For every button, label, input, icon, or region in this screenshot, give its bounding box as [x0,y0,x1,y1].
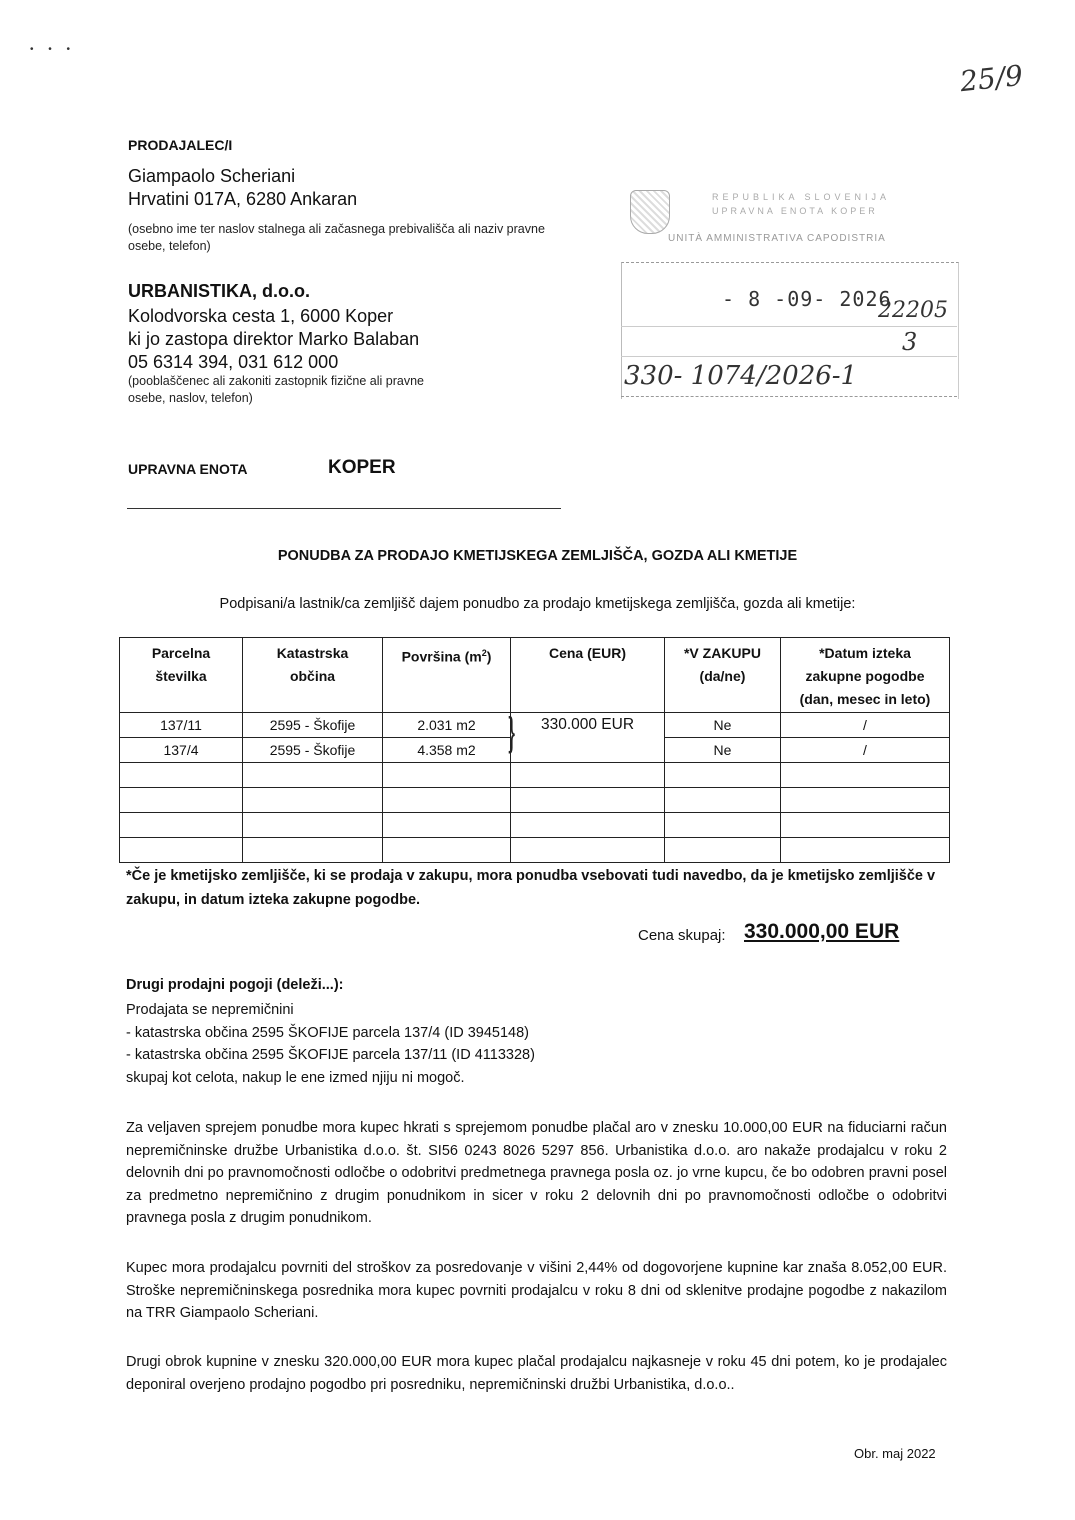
cell-cadastral: 2595 - Škofije [243,738,383,763]
cell-lease: Ne [665,713,781,738]
stamp-header-unit: UPRAVNA ENOTA KOPER [712,206,878,216]
deposit-paragraph: Za veljaven sprejem ponudbe mora kupec hkrati s sprejemom ponudbe plačal aro v znesku 10.000,00 EUR na fiduciarni račun nepremičninske družbe Urbanistika d.o.o. št. SI56 0243 8026 5297 856. Urbanistika d.o.o. aro nakaže prodajalcu v roku 2 delovnih dni po pravnomočnosti odločbe o odobritvi predmetnega pravnega posla oz. jo vrne kupcu, če bo odobren pravni posel za predmetno nepremičnino z drugim ponudnikom in sicer v roku 2 delovnih dni po pravnomočnosti odločbe o odobritvi pravnega posla z drugim ponudnikom. [126,1120,947,1226]
brokerage-cost-paragraph: Kupec mora prodajalcu povrniti del stroškov za posredovanje v višini 2,44% od dogovorjene kupnine kar znaša 8.052,00 EUR. Stroške nepremičninskega posrednika mora kupec povrniti prodajalcu v roku 8 dni od sklenitve prodajne pogodbe z nakazilom na TRR Giampaolo Scheriani. [126,1260,947,1321]
scan-marks: • • • [30,44,77,55]
cell-parcel: 137/11 [120,713,243,738]
stamp-divider [621,396,957,397]
table-row [120,738,950,763]
conditions-heading: Drugi prodajni pogoji (deleži...): [126,977,344,993]
column-header-parcel: Parcelna številka [120,638,243,713]
agent-name: URBANISTIKA, d.o.o. [128,281,310,301]
table-row [120,713,950,738]
agent-note: (pooblaščenec ali zakoniti zastopnik fizične ali pravne osebe, naslov, telefon) [128,374,424,405]
cell-lease: Ne [665,738,781,763]
cell-area: 4.358 m2 [383,738,511,763]
seller-name: Giampaolo Scheriani [128,166,296,186]
lease-footnote: *Če je kmetijsko zemljišče, ki se prodaja v zakupu, mora ponudba vsebovati tudi navedbo, da je kmetijsko zemljišče v zakupu, in datum izteka zakupne pogodbe. [126,868,936,908]
column-header-price: Cena (EUR) [511,638,665,713]
cell-area: 2.031 m2 [383,713,511,738]
handwritten-page-number: 25/9 [958,58,1025,99]
seller-note: (osebno ime ter naslov stalnega ali začasnega prebivališča ali naziv pravne osebe, telefon) [128,222,545,253]
table-row-empty [120,838,950,863]
conditions-line: - katastrska občina 2595 ŠKOFIJE parcela 137/11 (ID 4113328) [126,1047,535,1063]
signature-line [127,508,561,509]
table-row-empty [120,788,950,813]
total-price-label: Cena skupaj: [638,927,726,944]
column-header-lease-expiry: *Datum izteka zakupne pogodbe (dan, mesec in leto) [781,638,950,713]
stamp-attachments: 3 [902,328,918,356]
column-header-area: Površina $(m^2)$ [383,638,511,713]
stamp-header-country: REPUBLIKA SLOVENIJA [712,192,891,202]
cell-price: 330.000 EUR [511,713,665,738]
seller-address: Hrvatini 017A, 6280 Ankaran [128,189,358,209]
stamp-registration-number: 330- 1074/2026-1 [624,361,858,391]
cell-cadastral: 2595 - Škofije [243,713,383,738]
table-row-empty [120,813,950,838]
stamp-divider [621,356,957,357]
stamp-code: 22205 [878,298,948,323]
intro-text: Podpisani/a lastnik/ca zemljišč dajem ponudbo za prodajo kmetijskega zemljišča, gozda ali kmetije: [219,596,856,612]
cell-price [511,738,665,763]
conditions-line: skupaj kot celota, nakup le ene izmed njiju ni mogoč. [126,1069,465,1086]
table-header-row [120,638,950,713]
form-version: Obr. maj 2022 [854,1446,936,1461]
offer-table [119,637,950,863]
administrative-unit-label: UPRAVNA ENOTA [128,461,248,477]
agent-representative: ki jo zastopa direktor Marko Balaban [128,329,420,349]
conditions-line: - katastrska občina 2595 ŠKOFIJE parcela 137/4 (ID 3945148) [126,1024,529,1041]
agent-address: Kolodvorska cesta 1, 6000 Koper [128,306,394,326]
cell-expiry: / [781,713,950,738]
cell-expiry: / [781,738,950,763]
stamp-date: - 8 -09- 2026 [722,287,892,311]
column-header-lease: *V ZAKUPU (da/ne) [665,638,781,713]
coat-of-arms-icon [630,190,670,234]
stamp-divider [621,326,957,327]
table-row-empty [120,763,950,788]
price-grouping-brace: } [508,710,516,754]
cell-parcel: 137/4 [120,738,243,763]
document-title: PONUDBA ZA PRODAJO KMETIJSKEGA ZEMLJIŠČA, GOZDA ALI KMETIJE [277,548,798,564]
agent-phone: 05 6314 394, 031 612 000 [128,352,339,372]
administrative-unit-value: KOPER [328,457,396,478]
stamp-header-italian: UNITÀ AMMINISTRATIVA CAPODISTRIA [668,233,886,244]
seller-heading: PRODAJALEC/I [128,137,233,153]
conditions-list [126,999,956,1089]
second-installment-paragraph: Drugi obrok kupnine v znesku 320.000,00 EUR mora kupec plačal prodajalcu najkasneje v roku 45 dni potem, ko je prodajalec deponiral overjeno prodajno pogodbo pri posredniku, nepremičninski družbi Urbanistika, d.o.o.. [126,1354,947,1393]
conditions-line: Prodajata se nepremičnini [126,1002,294,1018]
column-header-cadastral: Katastrska občina [243,638,383,713]
total-price-value: 330.000,00 EUR [744,920,900,943]
